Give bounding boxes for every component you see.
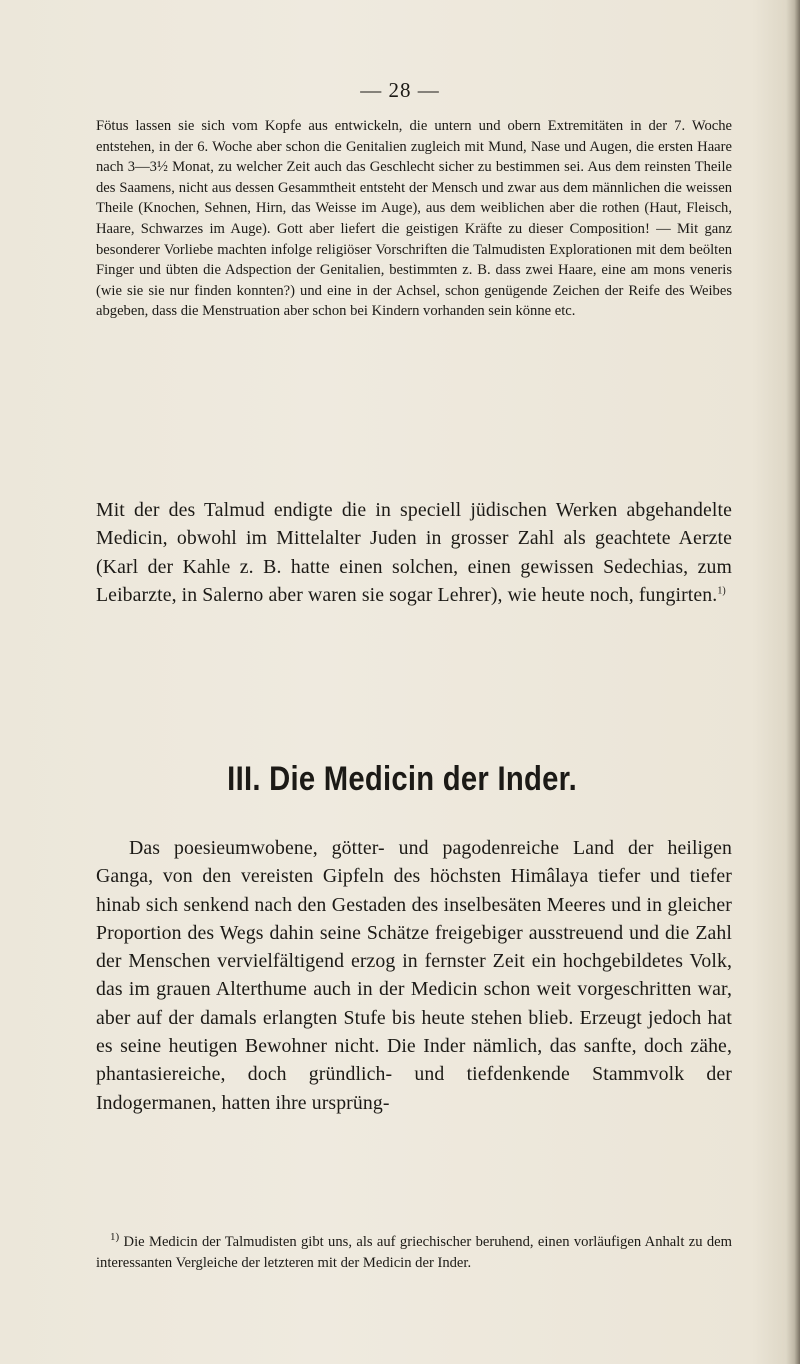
footnote-reference: 1) (717, 585, 726, 597)
footnote (96, 1232, 732, 1273)
page-edge-shadow (786, 0, 800, 1364)
footnote-mark: 1) (110, 1231, 120, 1244)
footnote-text: Die Medicin der Talmudisten gibt uns, als auf griechischer beruhend, einen vorläufigen Anhalt zu dem interessanten Vergleiche der letzteren mit der Medicin der Inder. (96, 1234, 733, 1271)
paragraph-talmud-conclusion-text: Mit der des Talmud endigte die in speciell jüdischen Werken abgehandelte Medicin, obwohl im Mittelalter Juden in grosser Zahl als geachtete Aerzte (Karl der Kahle z. B. hatte einen solchen, einen gewissen Sedechias, zum Leibarzte, in Salerno aber waren sie sogar Lehrer), wie heute noch, fungirten. (96, 499, 732, 606)
paragraph-talmud-embryology: Fötus lassen sie sich vom Kopfe aus entwickeln, die untern und obern Extremitäten in der 7. Woche entstehen, in der 6. Woche aber schon die Genitalien zugleich mit Mund, Nase und Augen, die ersten Haare nach 3—3½ Monat, zu welcher Zeit auch das Geschlecht sicher zu bestimmen sei. Aus dem reinsten Theile des Saamens, nicht aus dessen Gesammtheit entsteht der Mensch und zwar aus dem männlichen die weissen Theile (Knochen, Sehnen, Hirn, das Weisse im Auge), aus dem weiblichen aber die rothen (Haut, Fleisch, Haare, Schwarzes im Auge). Gott aber liefert die geistigen Kräfte zu dieser Composition! — Mit ganz besonderer Vorliebe machten infolge religiöser Vorschriften die Talmudisten Explorationen mit dem beölten Finger und übten die Adspection der Genitalien, bestimmten z. B. dass zwei Haare, eine am mons veneris (wie sie sie nur finden konnten?) und eine in der Achsel, schon genügende Zeichen der Reife des Weibes abgeben, dass die Menstruation aber schon bei Kindern vorhanden sein könne etc. (96, 118, 732, 320)
paragraph-talmud-conclusion (96, 496, 732, 609)
section-heading: III. Die Medicin der Inder. (227, 760, 578, 798)
page-number: — 28 — (360, 78, 440, 102)
paragraph-india-introduction: Das poesieumwobene, götter- und pagodenreiche Land der heiligen Ganga, von den vereisten Gipfeln des höchsten Himâlaya tiefer und tiefer hinab sich senkend nach den Gestaden des inselbesäten Meeres und in gleicher Proportion des Wegs dahin seine Schätze freigebiger ausstreuend und die Zahl der Menschen vervielfältigend erzog in fernster Zeit ein hochgebildetes Volk, das im grauen Alterthume auch in der Medicin schon weit vorgeschritten war, aber auf der damals erlangten Stufe bis heute stehen blieb. Erzeugt jedoch hat es seine heutigen Bewohner nicht. Die Inder nämlich, das sanfte, doch zähe, phantasiereiche, doch gründlich- und tiefdenkende Stammvolk der Indogermanen, hatten ihre ursprüng- (96, 837, 732, 1114)
